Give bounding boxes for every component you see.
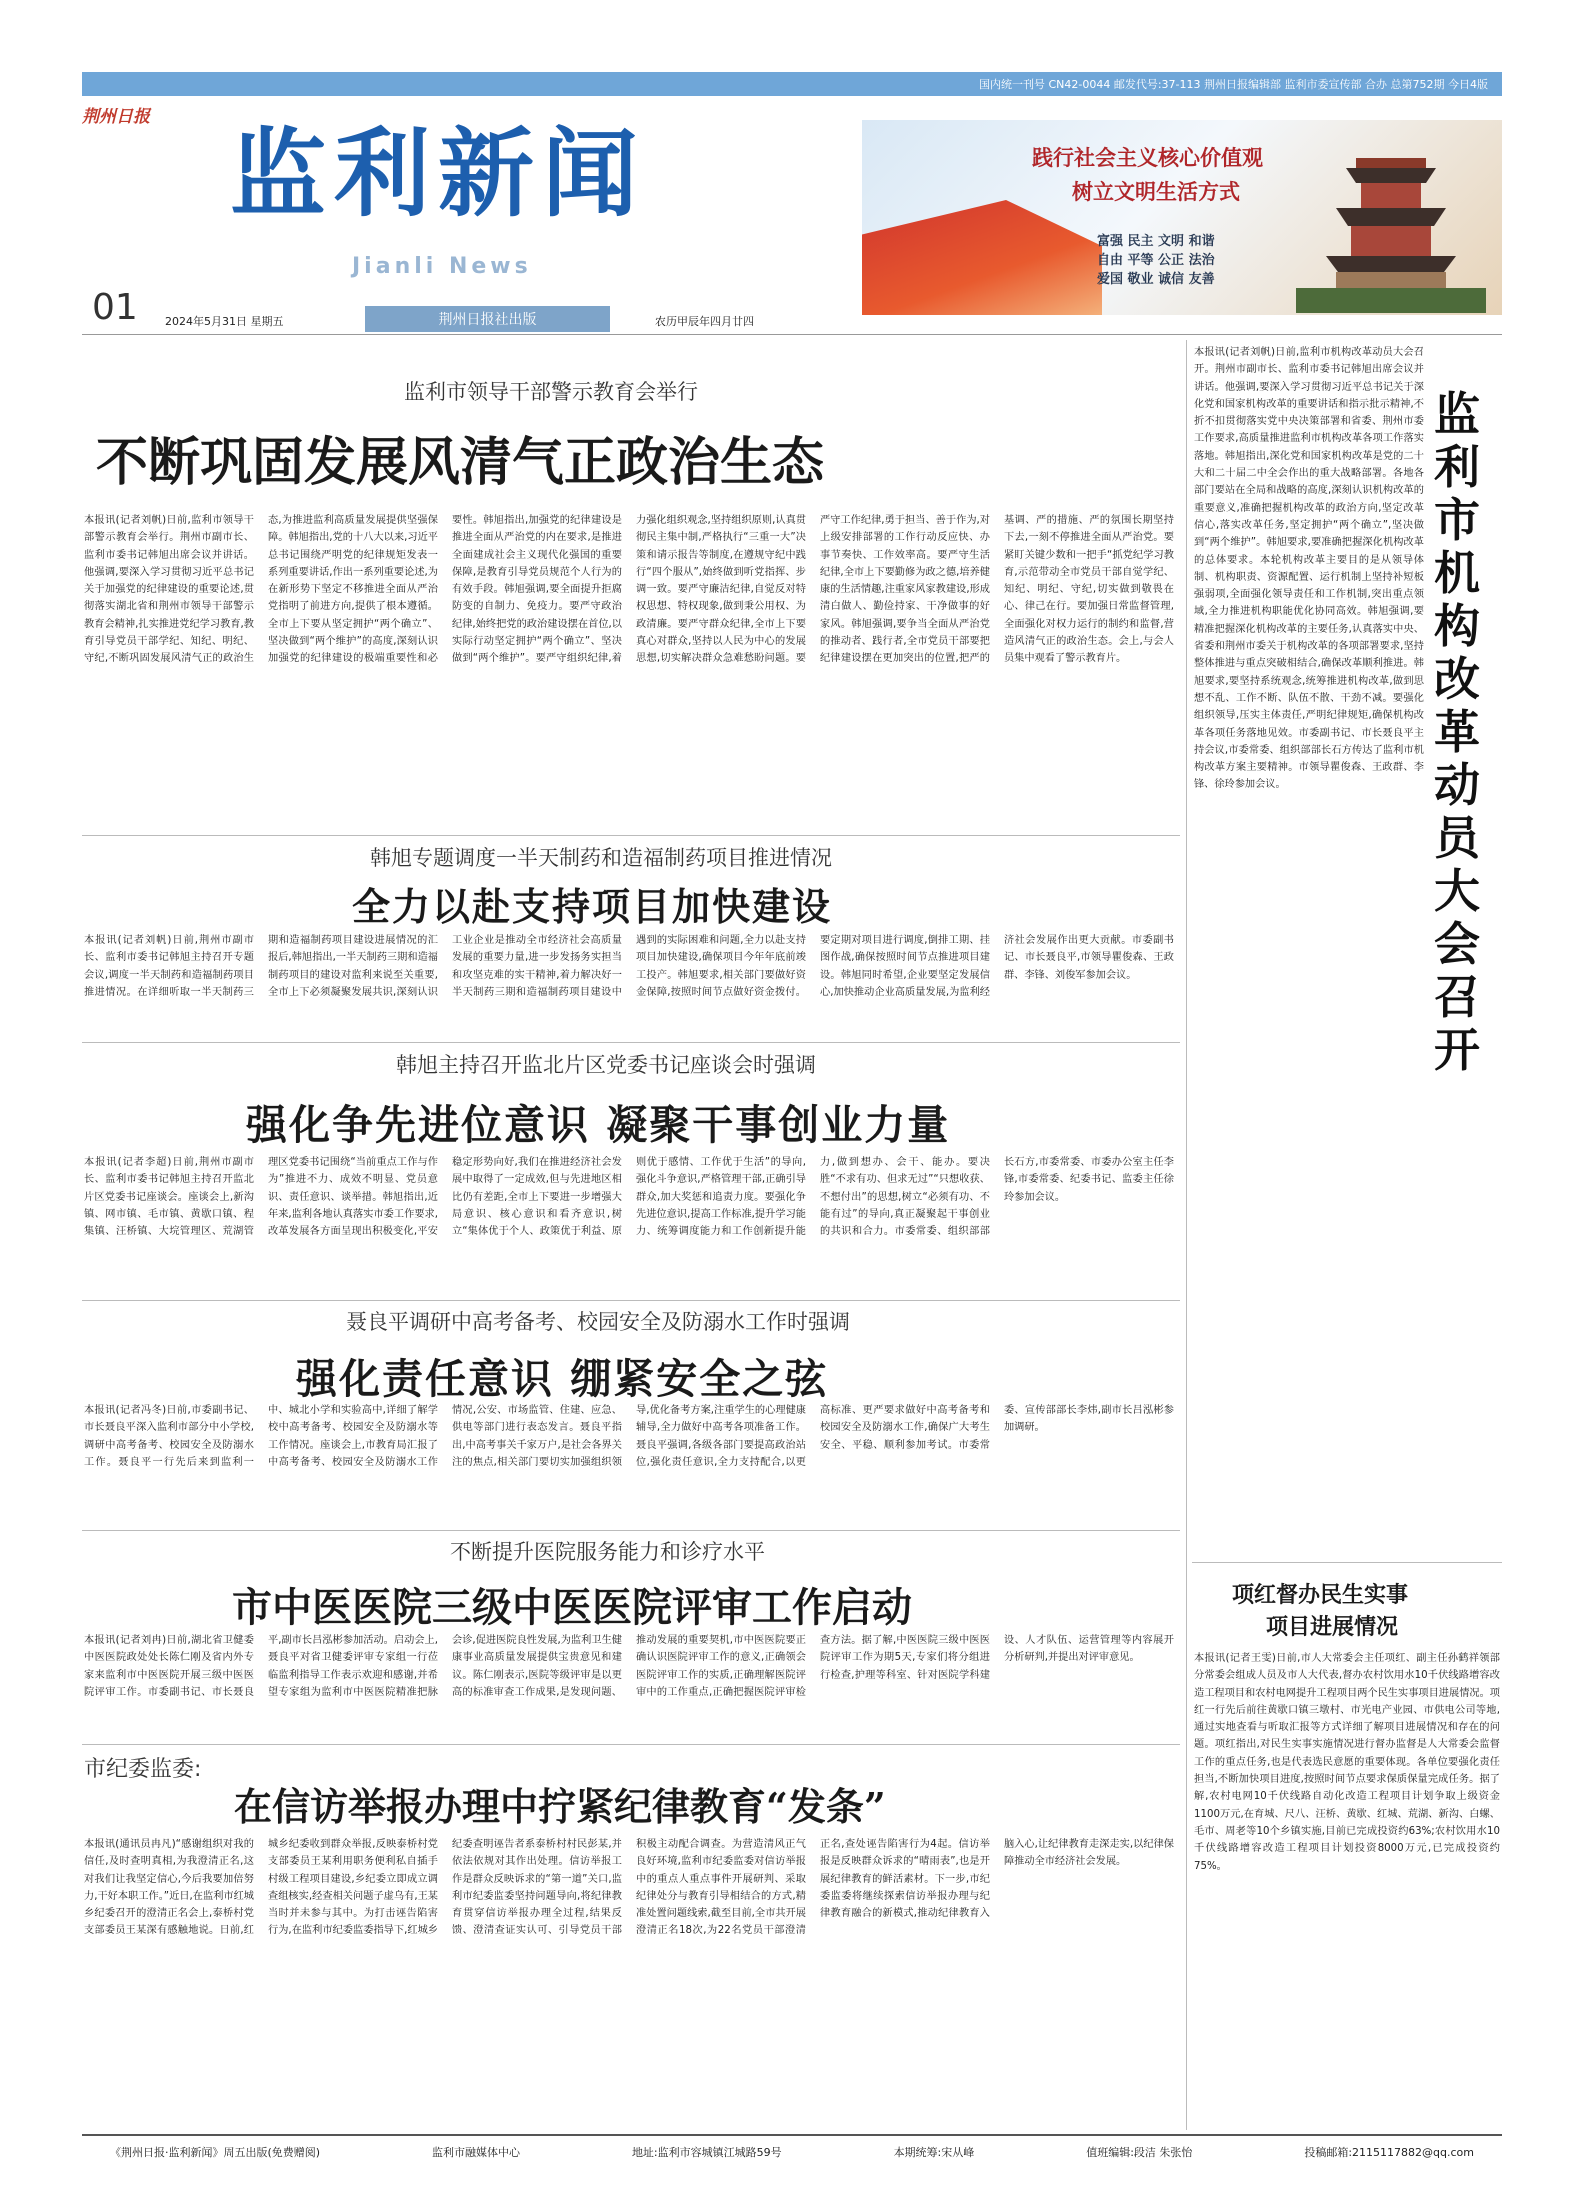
core-values-banner (862, 120, 1502, 315)
supervision-headline-line2: 项目进展情况 (1266, 1614, 1399, 1640)
page-number: 01 (92, 287, 138, 328)
section-divider (82, 1744, 1180, 1745)
section-divider (82, 835, 1180, 836)
article4-body: 本报讯(记者冯冬)日前,市委副书记、市长聂良平深入监利市部分中小学校,调研中高考备考、校园安全及防溺水工作。聂良平一行先后来到监利一中、城北小学和实验高中,详细了解学校中高考备考、校园安全及防溺水等工作情况。座谈会上,市教育局汇报了中高考备考、校园安全及防溺水工作情况,公安、市场监管、住建、应急、供电等部门进行表态发言。聂良平指出,中高考事关千家万户,是社会各界关注的焦点,相关部门要切实加强组织领导,优化备考方案,注重学生的心理健康辅导,全力做好中高考各项准备工作。聂良平强调,各级各部门要提高政治站位,强化责任意识,全力支持配合,以更高标准、更严要求做好中高考备考和校园安全及防溺水工作,确保广大考生安全、平稳、顺利参加考试。市委常委、宣传部部长李炜,副市长吕泓彬参加调研。 (84, 1405, 1174, 1468)
article5-subtitle: 不断提升医院服务能力和诊疗水平 (450, 1540, 765, 1564)
masthead-title: 监利新闻 (230, 117, 646, 230)
supervision-body: 本报讯(记者王雯)日前,市人大常委会主任项红、副主任孙鹤祥领部分常委会组成人员及市人大代表,督办农村饮用水10千伏线路增容改造工程项目和农村电网提升工程项目两个民生实事项目进展情况。项红一行先后前往黄歇口镇三墩村、市光电产业园、市供电公司等地,通过实地查看与听取汇报等方式详细了解项目进展情况和存在的问题。项红指出,对民生实事实施情况进行督办监督是人大常委会监督工作的重点任务,也是代表选民意愿的重要体现。各单位要强化责任担当,不断加快项目进度,按照时间节点要求保质保量完成任务。据了解,农村电网10千伏线路自动化改造工程项目计划争取上级资金1100万元,在育城、尺八、汪桥、黄歇、红城、荒湖、新沟、白螺、毛市、周老等10个乡镇实施,目前已完成投资约63%;农村饮用水10千伏线路增容改造工程项目计划投资8000万元,已完成投资约75%。 (1194, 1653, 1500, 1872)
article1-subtitle: 监利市领导干部警示教育会举行 (404, 380, 698, 404)
article1-body: 本报讯(记者刘帆)日前,监利市领导干部警示教育会举行。荆州市副市长、监利市委书记韩旭出席会议并讲话。他强调,要深入学习贯彻习近平总书记关于加强党的纪律建设的重要论述,贯彻落实湖北省和荆州市领导干部警示教育会精神,扎实推进党纪学习教育,教育引导党员干部学纪、知纪、明纪、守纪,不断巩固发展风清气正的政治生态,为推进监利高质量发展提供坚强保障。韩旭指出,党的十八大以来,习近平总书记围绕严明党的纪律规矩发表一系列重要讲话,作出一系列重要论述,为在新形势下坚定不移推进全面从严治党指明了前进方向,提供了根本遵循。全市上下要从坚定拥护“两个确立”、坚决做到“两个维护”的高度,深刻认识加强党的纪律建设的极端重要性和必要性。韩旭指出,加强党的纪律建设是推进全面从严治党的内在要求,是推进全面建成社会主义现代化强国的重要保障,是教育引导党员规范个人行为的有效手段。韩旭强调,要全面提升拒腐防变的自制力、免疫力。要严守政治纪律,始终把党的政治建设摆在首位,以实际行动坚定拥护“两个确立”、坚决做到“两个维护”。要严守组织纪律,着力强化组织观念,坚持组织原则,认真贯彻民主集中制,严格执行“三重一大”决策和请示报告等制度,在遵规守纪中践行“四个服从”,始终做到听党指挥、步调一致。要严守廉洁纪律,自觉反对特权思想、特权现象,做到秉公用权、为政清廉。要严守群众纪律,全市上下要真心对群众,坚持以人民为中心的发展思想,切实解决群众急难愁盼问题。要严守工作纪律,勇于担当、善于作为,对上级安排部署的工作行动反应快、办事节奏快、工作效率高。要严守生活纪律,全市上下要勤修为政之德,培养健康的生活情趣,注重家风家教建设,形成清白做人、勤俭持家、干净做事的好家风。韩旭强调,要争当全面从严治党的推动者、践行者,全市党员干部要把纪律建设摆在更加突出的位置,把严的基调、严的措施、严的氛围长期坚持下去,一刻不停推进全面从严治党。要紧盯关键少数和一把手“抓党纪学习教育,示范带动全市党员干部自觉学纪、知纪、明纪、守纪,切实做到敬畏在心、律己在行。要加强日常监督管理,全面强化对权力运行的制约和监督,营造风清气正的政治生态。会上,与会人员集中观看了警示教育片。 (84, 515, 1174, 665)
article6-body: 本报讯(通讯员冉凡)“感谢组织对我的信任,及时查明真相,为我澄清正名,这对我们让我坚定信心,今后我要加倍努力,干好本职工作。”近日,在监利市红城乡纪委召开的澄清正名会上,泰桥村党支部委员王某深有感触地说。日前,红城乡纪委收到群众举报,反映泰桥村党支部委员王某利用职务便利私自插手村级工程项目建设,乡纪委立即成立调查组核实,经查相关问题子虚乌有,王某当时并未参与其中。为打击诬告陷害行为,在监利市纪委监委指导下,红城乡纪委查明诬告者系泰桥村村民彭某,并依法依规对其作出处理。信访举报工作是群众反映诉求的“第一道”关口,监利市纪委监委坚持问题导向,将纪律教育贯穿信访举报办理全过程,结果反馈、澄清查证实认可、引导党员干部积极主动配合调查。为营造清风正气良好环境,监利市纪委监委对信访举报中的重点人重点事件开展研判、采取纪律处分与教育引导相结合的方式,精准处置问题线索,截至目前,全市共开展澄清正名18次,为22名党员干部澄清正名,查处诬告陷害行为4起。信访举报是反映群众诉求的“晴雨表”,也是开展纪律教育的鲜活素材。下一步,市纪委监委将继续探索信访举报办理与纪律教育融合的新模式,推动纪律教育入脑入心,让纪律教育走深走实,以纪律保障推动全市经济社会发展。 (84, 1839, 1174, 1937)
banner-value-row: 自由 平等 公正 法治 (1097, 253, 1215, 268)
article2-headline: 全力以赴支持项目加快建设 (352, 884, 833, 929)
article1-headline: 不断巩固发展风清气正政治生态 (96, 432, 825, 493)
reform-meeting-vertical-headline: 监利市机构改革动员大会召开 (1434, 387, 1480, 1077)
article6-section-label: 市纪委监委: (84, 1757, 202, 1782)
article6-headline: 在信访举报办理中拧紧纪律教育“发条” (234, 1784, 886, 1829)
section-divider (1192, 1562, 1502, 1563)
supervision-headline-line1: 项红督办民生实事 (1232, 1582, 1409, 1608)
footer-org: 监利市融媒体中心 (432, 2146, 521, 2159)
reform-meeting-body: 本报讯(记者刘帆)日前,监利市机构改革动员大会召开。荆州市副市长、监利市委书记韩旭出席会议并讲话。他强调,要深入学习贯彻习近平总书记关于深化党和国家机构改革的重要讲话和指示批示精神,不折不扣贯彻落实党中央决策部署和省委、荆州市委工作要求,高质量推进监利市机构改革各项工作落实落地。韩旭指出,深化党和国家机构改革是党的二十大和二十届二中全会作出的重大战略部署。各地各部门要站在全局和战略的高度,深刻认识机构改革的重要意义,准确把握机构改革的政治方向,坚定改革信心,落实改革任务,坚定拥护“两个确立”,坚决做到“两个维护”。韩旭要求,要准确把握深化机构改革的总体要求。本轮机构改革主要目的是从领导体制、机构职责、资源配置、运行机制上坚持补短板强弱项,全面强化领导责任和工作机制,突出重点领域,全力推进机构职能优化协同高效。韩旭强调,要精准把握深化机构改革的主要任务,认真落实中央、省委和荆州市委关于机构改革的各项部署要求,坚持整体推进与重点突破相结合,确保改革顺利推进。韩旭要求,要坚持系统观念,统筹推进机构改革,做到思想不乱、工作不断、队伍不散、干劲不减。要强化组织领导,压实主体责任,严明纪律规矩,确保机构改革各项任务落地见效。市委副书记、市长聂良平主持会议,市委常委、组织部部长石方传达了监利市机构改革方案主要精神。市领导瞿俊森、王政群、李锋、徐玲参加会议。 (1194, 347, 1424, 791)
footer-duty-editor: 值班编辑:段洁 朱张怡 (1086, 2146, 1193, 2159)
footer-address: 地址:监利市容城镇江城路59号 (631, 2146, 782, 2159)
banner-value-row: 爱国 敬业 诚信 友善 (1097, 272, 1215, 287)
section-divider (82, 1300, 1180, 1301)
page-footer (82, 2134, 1502, 2168)
article2-subtitle: 韩旭专题调度一半天制药和造福制药项目推进情况 (370, 846, 832, 870)
article3-body: 本报讯(记者李超)日前,荆州市副市长、监利市委书记韩旭主持召开监北片区党委书记座谈会。座谈会上,新沟镇、网市镇、毛市镇、黄歇口镇、程集镇、汪桥镇、大垸管理区、荒湖管理区党委书记围绕“当前重点工作与作为”推进不力、成效不明显、党员意识、责任意识、谈举措。韩旭指出,近年来,监利各地认真落实市委工作要求,改革发展各方面呈现出积极变化,平安稳定形势向好,我们在推进经济社会发展中取得了一定成效,但与先进地区相比仍有差距,全市上下要进一步增强大局意识、核心意识和看齐意识,树立“集体优于个人、政策优于利益、原则优于感情、工作优于生活”的导向,强化斗争意识,严格管理干部,正确引导群众,加大奖惩和追责力度。要强化争先进位意识,提高工作标准,提升学习能力、统筹调度能力和工作创新提升能力,做到想办、会干、能办。要决胜“不求有功、但求无过”“只想收获、不想付出”的思想,树立“必须有功、不能有过”的导向,真正凝聚起干事创业的共识和合力。市委常委、组织部部长石方,市委常委、市委办公室主任李锋,市委常委、纪委书记、监委主任徐玲参加会议。 (84, 1157, 1174, 1238)
red-flag-graphic (862, 200, 1102, 315)
banner-values (1097, 232, 1215, 289)
masthead-english: Jianli News (352, 254, 532, 279)
lunar-date: 农历甲辰年四月廿四 (655, 315, 754, 328)
article3-headline: 强化争先进位意识 凝聚干事创业力量 (246, 1101, 951, 1149)
section-divider (82, 1042, 1180, 1043)
footer-email: 投稿邮箱:2115117882@qq.com (1304, 2146, 1474, 2159)
article5-body: 本报讯(记者刘冉)日前,湖北省卫健委中医医院政处处长陈仁刚及省内外专家来监利市中医医院开展三级中医医院评审工作。市委副书记、市长聂良平,副市长吕泓彬参加活动。启动会上,聂良平对省卫健委评审专家组一行莅临监利指导工作表示欢迎和感谢,并希望专家组为监利市中医医院精准把脉会诊,促进医院良性发展,为监利卫生健康事业高质量发展提供宝贵意见和建议。陈仁刚表示,医院等级评审是以更高的标准审查工作成果,是发现问题、推动发展的重要契机,市中医医院要正确认识医院评审工作的意义,正确领会医院评审工作的实质,正确理解医院评审中的工作重点,正确把握医院评审检查方法。据了解,中医医院三级中医医院评审工作为期5天,专家们将分组进行检查,护理等科室、针对医院学科建设、人才队伍、运营管理等内容展开分析研判,并提出对评审意见。 (84, 1635, 1174, 1698)
issue-date: 2024年5月31日 星期五 (165, 315, 284, 328)
article4-subtitle: 聂良平调研中高考备考、校园安全及防溺水工作时强调 (346, 1310, 850, 1334)
header-rule (82, 334, 1502, 335)
article3-subtitle: 韩旭主持召开监北片区党委书记座谈会时强调 (396, 1053, 816, 1077)
article2-body: 本报讯(记者刘帆)日前,荆州市副市长、监利市委书记韩旭主持召开专题会议,调度一半天制药和造福制药项目推进情况。在详细听取一半天制药三期和造福制药项目建设进展情况的汇报后,韩旭指出,一半天制药三期和造福制药项目的建设对监利来说至关重要,全市上下必须凝聚发展共识,深刻认识工业企业是推动全市经济社会高质量发展的重要力量,进一步发扬务实担当和攻坚克难的实干精神,着力解决好一半天制药三期和造福制药项目建设中遇到的实际困难和问题,全力以赴支持项目加快建设,确保项目今年年底前竣工投产。韩旭要求,相关部门要做好资金保障,按照时间节点做好资金拨付。要定期对项目进行调度,倒排工期、挂图作战,确保按照时间节点推进项目建设。韩旭同时希望,企业要坚定发展信心,加快推动企业高质量发展,为监利经济社会发展作出更大贡献。市委副书记、市长聂良平,市领导瞿俊森、王政群、李锋、刘俊军参加会议。 (84, 935, 1174, 998)
publisher-badge: 荆州日报社出版 (365, 306, 610, 332)
article5-headline: 市中医医院三级中医医院评审工作启动 (232, 1584, 912, 1631)
column-divider (1186, 340, 1187, 2130)
section-divider (82, 1530, 1180, 1531)
tower-illustration (1296, 138, 1486, 313)
footer-publication: 《荆州日报·监利新闻》周五出版(免费赠阅) (110, 2146, 321, 2159)
banner-line-2: 树立文明生活方式 (1072, 179, 1240, 204)
newspaper-logo: 荆州日报 (82, 107, 150, 127)
banner-value-row: 富强 民主 文明 和谐 (1097, 234, 1215, 249)
header-info-bar: 国内统一刊号 CN42-0044 邮发代号:37-113 荆州日报编辑部 监利市委宣传部 合办 总第752期 今日4版 (82, 72, 1502, 96)
article4-headline: 强化责任意识 绷紧安全之弦 (296, 1355, 829, 1403)
footer-editor: 本期统筹:宋从峰 (893, 2146, 975, 2159)
banner-line-1: 践行社会主义核心价值观 (1032, 145, 1263, 170)
